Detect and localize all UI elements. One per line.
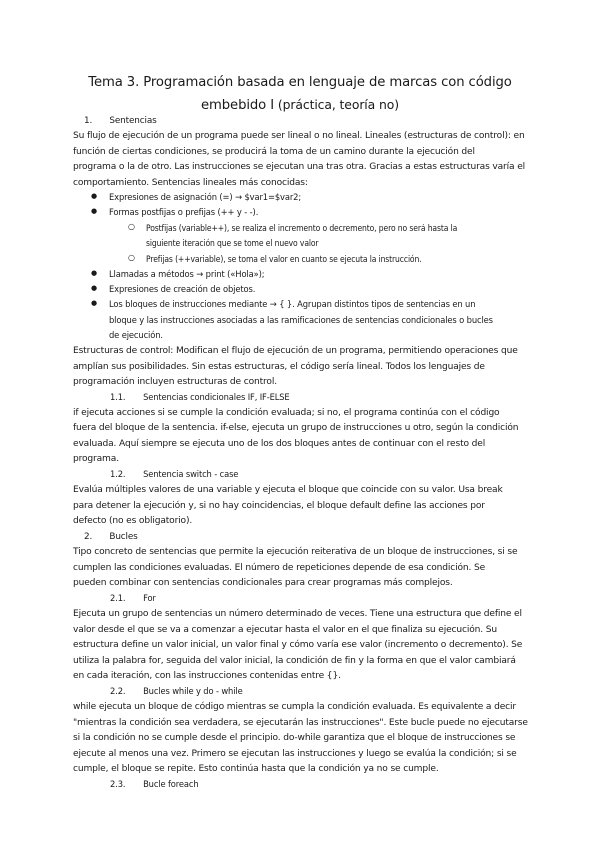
paragraph-line: valor desde el que se va a comenzar a ejecutar hasta el valor en el que finaliza su ejecución. Su <box>73 625 497 635</box>
paragraph-line: Su flujo de ejecución de un programa puede ser lineal o no lineal. Lineales (estructuras de control): en <box>73 131 525 141</box>
section-2-3-heading <box>110 778 531 794</box>
paragraph-line: programa o la de otro. Las instrucciones se ejecutan una tras otra. Gracias a estas estructuras varía el <box>73 162 526 172</box>
bullet-disc-icon: ● <box>91 299 98 307</box>
section-1-number: 1. <box>84 116 93 126</box>
section-2-label: Bucles <box>109 532 138 542</box>
section-1-label: Sentencias <box>109 116 157 126</box>
paragraph-line: Evalúa múltiples valores de una variable y ejecuta el bloque que coincide con su valor. Usa break <box>73 485 503 495</box>
section-2-2-number: 2.2. <box>110 687 126 697</box>
bullet-circle-icon: ○ <box>128 222 135 231</box>
sublist-item-continuation: siguiente iteración que se tome el nuevo valor <box>146 239 319 249</box>
paragraph-line: comportamiento. Sentencias lineales más conocidas: <box>73 178 308 188</box>
section-1-2-label: Sentencia switch - case <box>143 470 239 480</box>
title-line-1: Tema 3. Programación basada en lenguaje de marcas con código <box>88 75 512 90</box>
section-2-heading <box>84 530 531 546</box>
list-item: Formas postfijas o prefijas (++ y - -). <box>109 208 259 218</box>
sublist-item: Postfijas (variable++), se realiza el incremento o decremento, pero no será hasta la <box>146 224 458 234</box>
section-1-heading <box>84 114 531 130</box>
list-item: Expresiones de asignación (=) → $var1=$var2; <box>109 193 302 203</box>
section-2-2-heading <box>110 685 531 701</box>
title-subtitle: (práctica, teoría no) <box>274 97 399 112</box>
bullet-disc-icon: ● <box>91 284 98 292</box>
section-1-2-number: 1.2. <box>110 470 126 480</box>
section-1-1-heading <box>110 391 531 407</box>
paragraph-line: para detener la ejecución y, si no hay coincidencias, el bloque default define las acciones por <box>73 501 485 511</box>
section-1-1-number: 1.1. <box>110 393 126 403</box>
list-item: Llamadas a métodos → print («Hola»); <box>109 270 265 280</box>
section-2-1-heading <box>110 592 531 608</box>
bullet-circle-icon: ○ <box>128 253 135 262</box>
paragraph-line: función de ciertas condiciones, se producirá la toma de un camino durante la ejecución del <box>73 147 475 157</box>
paragraph-line: estructura define un valor inicial, un valor final y cómo varía ese valor (incremento o decremento). Se <box>73 640 523 650</box>
list-item-continuation: de ejecución. <box>109 331 163 341</box>
bullet-disc-icon: ● <box>91 192 98 200</box>
paragraph-line: si la condición no se cumple desde el principio. do-while garantiza que el bloque de instrucciones se <box>73 733 516 743</box>
list-item: Los bloques de instrucciones mediante → { }. Agrupan distintos tipos de sentencias en un <box>109 300 476 310</box>
paragraph-line: defecto (no es obligatorio). <box>73 516 193 526</box>
paragraph-line: en cada iteración, con las instrucciones contenidas entre {}. <box>73 671 341 681</box>
paragraph-line: ejecute al menos una vez. Primero se ejecutan las instrucciones y luego se evalúa la condición; si se <box>73 749 517 759</box>
paragraph-line: "mientras la condición sea verdadera, se ejecutarán las instrucciones". Este bucle puede no ejecutarse <box>73 718 528 728</box>
paragraph-line: amplían sus posibilidades. Sin estas estructuras, el código sería lineal. Todos los lenguajes de <box>73 362 485 372</box>
paragraph-line: fuera del bloque de la sentencia. if-else, ejecuta un grupo de instrucciones u otro, según la condición <box>73 423 519 433</box>
paragraph-line: programa. <box>73 454 119 464</box>
bullet-disc-icon: ● <box>91 269 98 277</box>
section-2-3-number: 2.3. <box>110 780 126 790</box>
paragraph-line: while ejecuta un bloque de código mientras se cumpla la condición evaluada. Es equivalente a decir <box>73 702 516 712</box>
paragraph-line: cumple, el bloque se repite. Esto continúa hasta que la condición ya no se cumple. <box>73 764 439 774</box>
paragraph-line: Tipo concreto de sentencias que permite la ejecución reiterativa de un bloque de instrucciones, si se <box>73 547 518 557</box>
title-main: embebido I <box>201 98 275 113</box>
section-2-3-label: Bucle foreach <box>143 780 199 790</box>
section-1-1-label: Sentencias condicionales IF, IF-ELSE <box>143 393 290 403</box>
paragraph-line: if ejecuta acciones si se cumple la condición evaluada; si no, el programa continúa con el código <box>73 408 500 418</box>
paragraph-line: cumplen las condiciones evaluadas. El número de repeticiones depende de esa condición. Se <box>73 563 486 573</box>
paragraph-line: Estructuras de control: Modifican el flujo de ejecución de un programa, permitiendo operaciones que <box>73 346 518 356</box>
paragraph-line: utiliza la palabra for, seguida del valor inicial, la condición de fin y la forma en que el valor cambiará <box>73 656 516 666</box>
paragraph-line: evaluada. Aquí siempre se ejecuta uno de los dos bloques antes de continuar con el resto del <box>73 439 486 449</box>
paragraph-line: programación incluyen estructuras de control. <box>73 377 277 387</box>
section-1-2-heading <box>110 468 531 484</box>
paragraph-line: pueden combinar con sentencias condicionales para crear programas más complejos. <box>73 578 453 588</box>
sublist-item: Prefijas (++variable), se toma el valor en cuanto se ejecuta la instrucción. <box>146 255 422 265</box>
document-title <box>80 72 520 117</box>
list-item-continuation: bloque y las instrucciones asociadas a las ramificaciones de sentencias condicionales o bucles <box>109 316 493 326</box>
section-2-number: 2. <box>84 532 93 542</box>
section-2-1-number: 2.1. <box>110 594 126 604</box>
section-2-2-label: Bucles while y do - while <box>143 687 243 697</box>
section-2-1-label: For <box>143 594 156 604</box>
bullet-disc-icon: ● <box>91 207 98 215</box>
paragraph-line: Ejecuta un grupo de sentencias un número determinado de veces. Tiene una estructura que define el <box>73 609 522 619</box>
list-item: Expresiones de creación de objetos. <box>109 285 256 295</box>
